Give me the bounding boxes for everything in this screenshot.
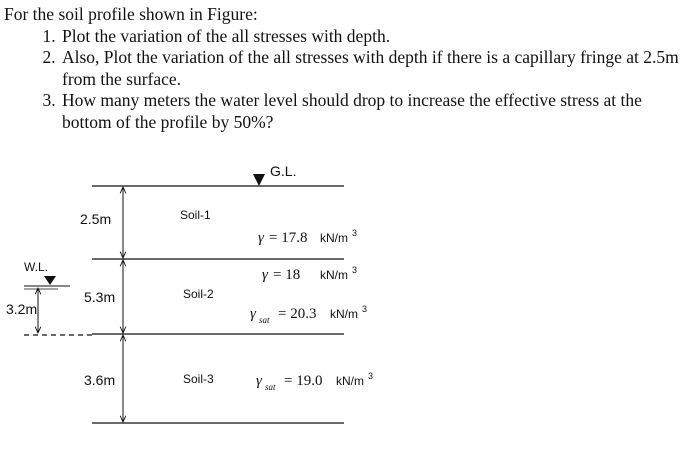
water-level-label: W.L. xyxy=(24,260,49,274)
ground-level-label: G.L. xyxy=(270,163,297,179)
soil3-thickness: 3.6m xyxy=(84,372,116,388)
water-level-marker-icon xyxy=(44,276,56,285)
svg-text:γ: γ xyxy=(250,306,256,322)
svg-text:kN/m: kN/m xyxy=(320,231,348,245)
soil3-saturated-unit-weight xyxy=(256,371,373,392)
svg-text:kN/m: kN/m xyxy=(320,268,348,282)
svg-text:3: 3 xyxy=(362,304,368,314)
svg-text:= 20.3: = 20.3 xyxy=(278,306,317,322)
soil3-name: Soil-3 xyxy=(183,372,214,386)
soil2-thickness: 5.3m xyxy=(84,289,116,305)
soil2-name: Soil-2 xyxy=(183,287,214,301)
question-3: 3. How many meters the water level should drop to increase the effective stress at the bottom of the profile by 50%? xyxy=(60,90,694,133)
svg-text:3: 3 xyxy=(368,371,374,381)
soil1-unit-weight xyxy=(258,228,357,246)
soil1-name: Soil-1 xyxy=(180,208,211,222)
svg-text:3: 3 xyxy=(352,228,358,238)
svg-text:γ: γ xyxy=(256,373,262,389)
soil1-thickness: 2.5m xyxy=(80,211,112,227)
svg-text:= 18: = 18 xyxy=(273,267,301,283)
svg-text:γ: γ xyxy=(258,230,264,246)
svg-text:= 19.0: = 19.0 xyxy=(284,373,323,389)
water-depth-label: 3.2m xyxy=(6,301,38,317)
svg-text:= 17.8: = 17.8 xyxy=(269,230,308,246)
svg-text:3: 3 xyxy=(352,265,358,275)
problem-intro: For the soil profile shown in Figure: xyxy=(4,4,258,24)
question-2: 2. Also, Plot the variation of the all stresses with depth if there is a capillary fringe at 2.5m from the surface. xyxy=(60,47,694,90)
soil2-unit-weight xyxy=(262,265,357,283)
svg-text:γ: γ xyxy=(262,267,268,283)
svg-text:kN/m: kN/m xyxy=(336,374,364,388)
question-1: 1. Plot the variation of the all stresses with depth. xyxy=(60,26,694,48)
soil2-saturated-unit-weight xyxy=(250,304,367,325)
svg-text:sat: sat xyxy=(259,315,270,325)
ground-level-marker-icon xyxy=(253,174,265,186)
svg-text:sat: sat xyxy=(265,382,276,392)
svg-text:kN/m: kN/m xyxy=(330,307,358,321)
